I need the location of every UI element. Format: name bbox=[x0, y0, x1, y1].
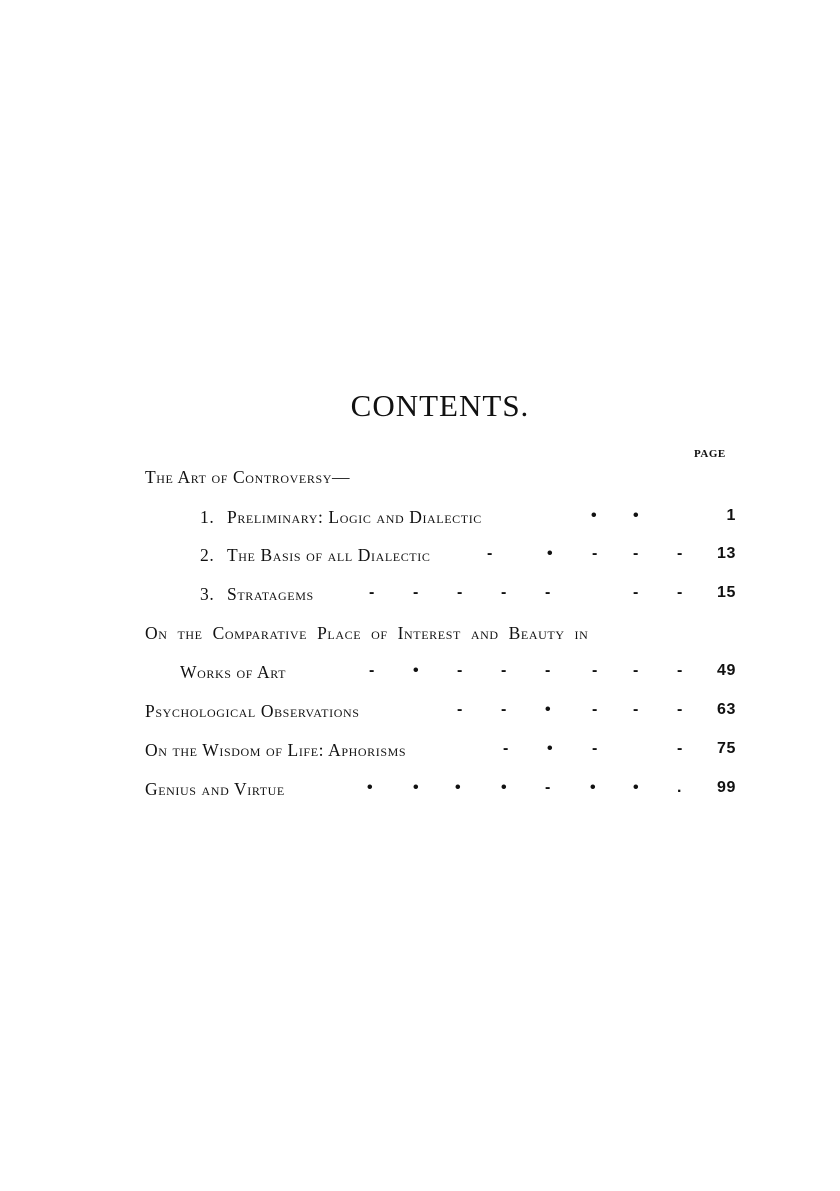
toc-entry-number: 2. bbox=[200, 545, 215, 565]
toc-entry-label: The Art of Controversy— bbox=[145, 467, 351, 487]
toc-entry[interactable]: 2. The Basis of all Dialectic - • - - - 13 bbox=[200, 545, 736, 565]
toc-entry-label: Preliminary: Logic and Dialectic bbox=[227, 507, 482, 527]
toc-entry-label: Genius and Virtue bbox=[145, 779, 285, 799]
toc-entry[interactable]: 3. Stratagems - - - - - - - 15 bbox=[200, 584, 736, 604]
toc-entry-label: Works of Art bbox=[180, 662, 287, 682]
toc-entry-page: 1 bbox=[726, 507, 736, 524]
toc-entry[interactable]: Genius and Virtue • • • • - • • . 99 bbox=[145, 779, 736, 799]
toc-entry-label: Psychological Observations bbox=[145, 701, 360, 721]
toc-entry[interactable]: Psychological Observations - - • - - - 63 bbox=[145, 701, 736, 721]
toc-entry-number: 1. bbox=[200, 507, 215, 527]
toc-entry[interactable] bbox=[0, 623, 840, 647]
toc-entry-label: On the Comparative Place of Interest and Beauty in bbox=[145, 623, 589, 643]
toc-entry-page: 13 bbox=[717, 545, 736, 562]
toc-entry-page: 63 bbox=[717, 701, 736, 718]
toc-entry[interactable]: Works of Art - • - - - - - - 49 bbox=[180, 662, 736, 682]
toc-entry[interactable]: 1. Preliminary: Logic and Dialectic • • 1 bbox=[200, 507, 736, 527]
page-column-header: PAGE bbox=[694, 448, 726, 460]
toc-entry-label: On the Wisdom of Life: Aphorisms bbox=[145, 740, 407, 760]
toc-entry-page: 99 bbox=[717, 779, 736, 796]
toc-entry-page: 75 bbox=[717, 740, 736, 757]
toc-entry-page: 15 bbox=[717, 584, 736, 601]
toc-entry[interactable] bbox=[0, 467, 840, 491]
toc-entry-label: The Basis of all Dialectic bbox=[227, 545, 431, 565]
toc-entry-label: Stratagems bbox=[227, 584, 314, 604]
toc-entry-number: 3. bbox=[200, 584, 215, 604]
toc-entry-page: 49 bbox=[717, 662, 736, 679]
toc-entry[interactable]: On the Wisdom of Life: Aphorisms - • - - 75 bbox=[145, 740, 736, 760]
page-title: CONTENTS. bbox=[350, 388, 530, 423]
